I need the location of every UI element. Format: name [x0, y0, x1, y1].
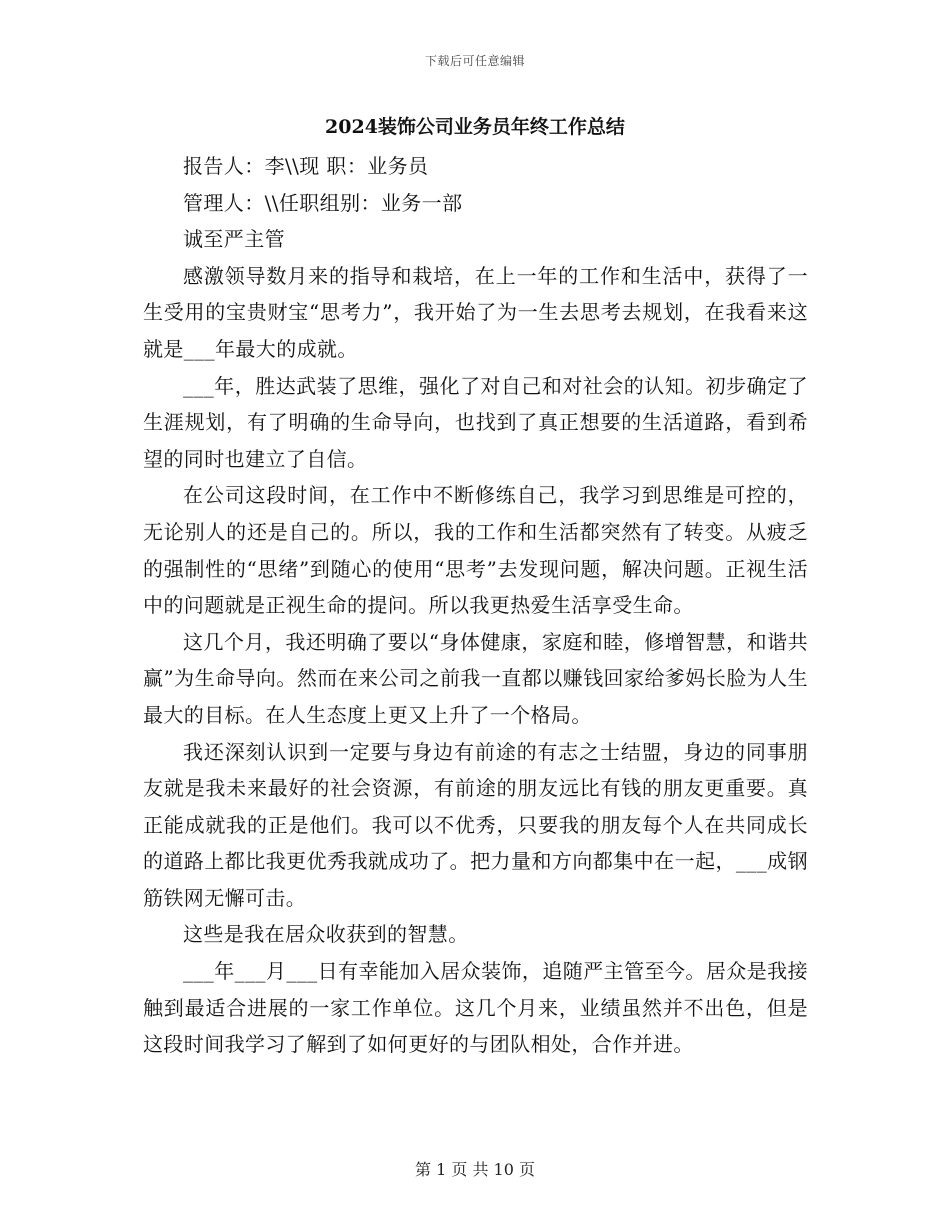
paragraph: 在公司这段时间，在工作中不断修练自己，我学习到思维是可控的，无论别人的还是自己的。所以，我的工作和生活都突然有了转变。从疲乏的强制性的“思绪”到随心的使用“思考”去发现问题，解决问题。正视生活中的问题就是正视生命的提问。所以我更热爱生活享受生命。 — [143, 483, 808, 618]
paragraph: ___年___月___日有幸能加入居众装饰，追随严主管至今。居众是我接触到最适合进展的一家工作单位。这几个月来，业绩虽然并不出色，但是这段时间我学习了解到了如何更好的与团队相处，合作并进。 — [143, 959, 808, 1057]
header-note: 下载后可任意编辑 — [424, 54, 525, 68]
paragraph: 这几个月，我还明确了要以“身体健康，家庭和睦，修增智慧，和谐共赢”为生命导向。然而在来公司之前我一直都以赚钱回家给爹妈长脸为人生最大的目标。在人生态度上更又上升了一个格局。 — [143, 629, 808, 727]
paragraph: 这些是我在居众收获到的智慧。 — [183, 922, 469, 947]
reporter-line: 报告人：李\\现 职：业务员 — [183, 154, 429, 178]
paragraph: 感激领导数月来的指导和栽培，在上一年的工作和生活中，获得了一生受用的宝贵财宝“思考力”，我开始了为一生去思考去规划，在我看来这就是___年最大的成就。 — [143, 263, 808, 361]
manager-line: 管理人：\\任职组别：业务一部 — [183, 190, 463, 215]
document-body — [143, 148, 808, 1063]
document-title: 2024装饰公司业务员年终工作总结 — [325, 116, 625, 138]
addressee-line: 诚至严主管 — [183, 227, 285, 252]
paragraph: 我还深刻认识到一定要与身边有前途的有志之士结盟，身边的同事朋友就是我未来最好的社会资源，有前途的朋友远比有钱的朋友更重要。真正能成就我的正是他们。我可以不优秀，只要我的朋友每个人在共同成长的道路上都比我更优秀我就成功了。把力量和方向都集中在一起，___成钢筋铁网无懈可击。 — [143, 739, 808, 910]
page-number: 第 1 页 共 10 页 — [415, 1160, 535, 1179]
paragraph: ___年，胜达武装了思维，强化了对自己和对社会的认知。初步确定了生涯规划，有了明确的生命导向，也找到了真正想要的生活道路，看到希望的同时也建立了自信。 — [143, 373, 808, 471]
